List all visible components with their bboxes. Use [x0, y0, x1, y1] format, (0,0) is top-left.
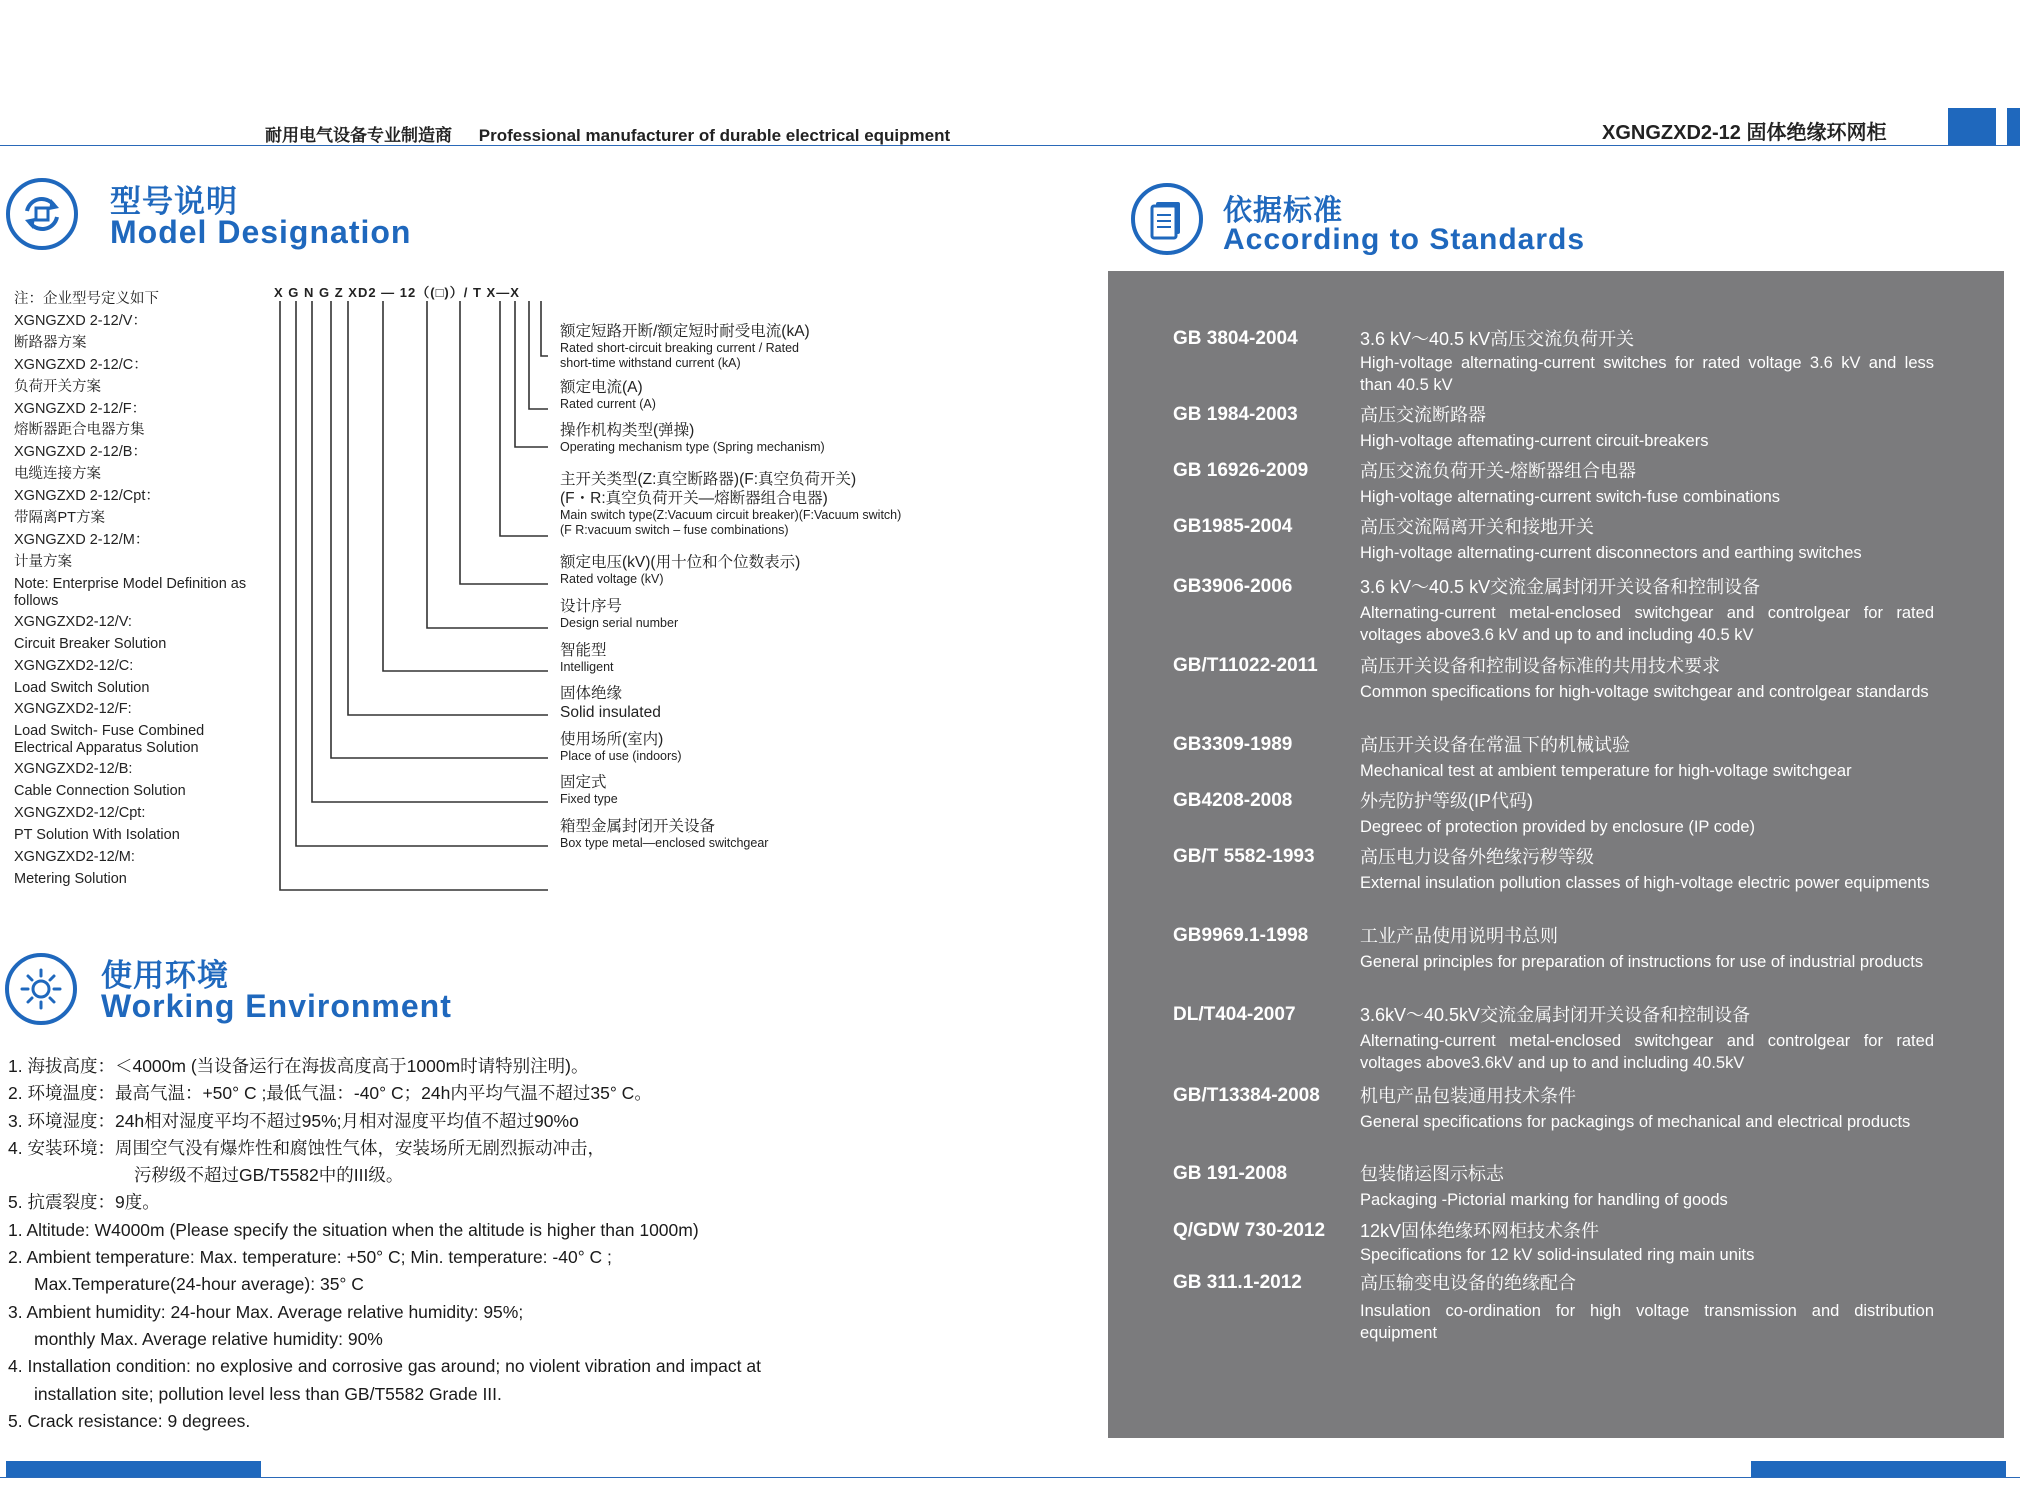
- standard-title-en: Common specifications for high-voltage switchgear and controlgear standards: [1360, 683, 1929, 701]
- env-title-en: Working Environment: [101, 988, 452, 1024]
- note-line: XGNGZXD 2-12/B：: [14, 444, 147, 461]
- env-list: [8, 1053, 908, 1435]
- code-label-place-of-use: 使用场所(室内) Place of use (indoors): [560, 731, 682, 763]
- env-line: 4. 安装环境：周围空气没有爆炸性和腐蚀性气体，安装场所无剧烈振动冲击，: [8, 1137, 605, 1158]
- standard-title-cn: 高压交流负荷开关-熔断器组合电器: [1360, 461, 1636, 481]
- standard-title-en: High-voltage alternating-current switches for rated voltage 3.6 kV and less than 40.5 kV: [1360, 354, 1934, 394]
- standard-code: GB/T13384-2008: [1173, 1085, 1320, 1106]
- note-line: Load Switch- Fuse Combined Electrical Apparatus Solution: [14, 723, 205, 757]
- footer-divider: [0, 1477, 2020, 1478]
- env-title-cn: 使用环境: [101, 958, 229, 993]
- standards-title-cn: 依据标准: [1223, 195, 1344, 227]
- standard-code: GB3309-1989: [1173, 734, 1293, 755]
- env-line: 1. 海拔高度：＜4000m (当设备运行在海拔高度高于1000m时请特别注明)。: [8, 1056, 589, 1076]
- standard-title-en: Mechanical test at ambient temperature for high-voltage switchgear: [1360, 762, 1852, 780]
- code-label-main-switch: 主开关类型(Z:真空断路器)(F:真空负荷开关) (F・R:真空负荷开关—熔断器组合电器) Main switch type(Z:Vacuum circuit breaker)(F:Vacuum switch) (F R:vacuum switch – fuse combinations): [560, 471, 902, 537]
- leader-line-2: [529, 301, 548, 409]
- standard-title-en: General specifications for packagings of mechanical and electrical products: [1360, 1113, 1911, 1131]
- env-line: 3. Ambient humidity: 24-hour Max. Average relative humidity: 95%;: [8, 1301, 524, 1322]
- note-line: XGNGZXD2-12/Cpt:: [14, 805, 146, 822]
- note-line: 熔断器距合电器方集: [14, 422, 145, 439]
- note-line: XGNGZXD2-12/F:: [14, 701, 132, 718]
- standard-code: GB 311.1-2012: [1173, 1272, 1302, 1293]
- standard-title-en: Insulation co-ordination for high voltage transmission and distribution equipment: [1360, 1302, 1934, 1342]
- standard-title-en: Alternating-current metal-enclosed switchgear and controlgear for rated voltages above3.6 kV and up to and including 40.5 kV: [1360, 604, 1934, 644]
- standard-title-cn: 3.6kV～40.5kV交流金属封闭开关设备和控制设备: [1360, 1005, 1751, 1025]
- note-line: Load Switch Solution: [14, 679, 150, 696]
- env-line: 5. Crack resistance: 9 degrees.: [8, 1410, 251, 1431]
- model-title-cn: 型号说明: [110, 184, 238, 219]
- leader-line-8: [348, 301, 548, 715]
- note-line: 电缆连接方案: [14, 466, 101, 483]
- standard-code: GB 3804-2004: [1173, 328, 1298, 349]
- note-line: XGNGZXD2-12/C:: [14, 657, 134, 674]
- note-line: Note: Enterprise Model Definition as follows: [14, 575, 247, 609]
- footer-accent-left: [6, 1461, 261, 1477]
- env-line: installation site; pollution level less than GB/T5582 Grade III.: [34, 1383, 502, 1404]
- note-line: 带隔离PT方案: [14, 510, 106, 527]
- note-line: Cable Connection Solution: [14, 783, 186, 800]
- standard-title-cn: 包装储运图示标志: [1360, 1164, 1504, 1184]
- document-icon: [1130, 182, 1204, 256]
- standard-title-en: High-voltage alternating-current disconnectors and earthing switches: [1360, 544, 1862, 562]
- note-line: XGNGZXD2-12/M:: [14, 848, 135, 865]
- standard-title-en: Degreec of protection provided by enclosure (IP code): [1360, 818, 1756, 836]
- standard-title-en: High-voltage alternating-current switch-fuse combinations: [1360, 488, 1781, 506]
- standard-title-en: General principles for preparation of instructions for use of industrial products: [1360, 953, 1924, 971]
- note-line: PT Solution With Isolation: [14, 827, 180, 844]
- code-label-intelligent: 智能型 Intelligent: [560, 642, 614, 674]
- standard-title-cn: 3.6 kV～40.5 kV高压交流负荷开关: [1360, 329, 1635, 349]
- note-line: 负荷开关方案: [14, 378, 101, 395]
- note-line: XGNGZXD2-12/V:: [14, 613, 132, 630]
- note-line: 注：企业型号定义如下: [14, 291, 159, 307]
- standard-code: GB 1984-2003: [1173, 404, 1298, 425]
- env-line: 1. Altitude: W4000m (Please specify the situation when the altitude is higher than 1000m): [8, 1219, 699, 1240]
- env-line: Max.Temperature(24-hour average): 35° C: [34, 1274, 364, 1295]
- standard-title-cn: 高压开关设备在常温下的机械试验: [1360, 735, 1630, 755]
- note-line: XGNGZXD 2-12/V：: [14, 312, 147, 329]
- leader-line-5: [460, 301, 548, 584]
- standard-code: GB4208-2008: [1173, 790, 1293, 811]
- note-line: XGNGZXD 2-12/C：: [14, 356, 148, 373]
- standard-title-en: Specifications for 12 kV solid-insulated ring main units: [1360, 1246, 1755, 1264]
- footer-accent-right: [1751, 1461, 2006, 1477]
- env-line: 2. 环境温度：最高气温：+50° C ;最低气温：-40° C；24h内平均气温不超过35° C。: [8, 1083, 652, 1104]
- standard-code: GB 191-2008: [1173, 1163, 1288, 1184]
- note-line: 计量方案: [14, 553, 72, 570]
- env-line: 5. 抗震裂度：9度。: [8, 1192, 160, 1213]
- standard-title-cn: 工业产品使用说明书总则: [1360, 926, 1558, 946]
- standard-title-en: Packaging -Pictorial marking for handling of goods: [1360, 1191, 1728, 1209]
- note-line: XGNGZXD2-12/B:: [14, 761, 133, 778]
- standard-code: GB1985-2004: [1173, 516, 1293, 537]
- standards-title-en: According to Standards: [1223, 223, 1586, 256]
- standard-code: Q/GDW 730-2012: [1173, 1220, 1326, 1241]
- note-line: XGNGZXD 2-12/F：: [14, 400, 147, 417]
- standard-code: GB/T 5582-1993: [1173, 846, 1315, 867]
- code-label-rated-current: 额定电流(A) Rated current (A): [560, 379, 656, 411]
- header-tagline-en: Professional manufacturer of durable electrical equipment: [478, 126, 951, 145]
- note-line: 断路器方案: [14, 334, 87, 351]
- note-line: XGNGZXD 2-12/M：: [14, 531, 150, 548]
- standard-title-cn: 高压电力设备外绝缘污秽等级: [1360, 847, 1594, 867]
- standard-code: DL/T404-2007: [1173, 1004, 1296, 1025]
- note-line: Metering Solution: [14, 870, 127, 887]
- leader-line-3: [515, 301, 548, 447]
- standard-code: GB/T11022-2011: [1173, 655, 1318, 676]
- standard-title-cn: 机电产品包装通用技术条件: [1360, 1086, 1576, 1106]
- model-title-en: Model Designation: [110, 214, 412, 250]
- standard-title-cn: 外壳防护等级(IP代码): [1360, 791, 1533, 811]
- env-line: monthly Max. Average relative humidity: 90%: [34, 1328, 383, 1349]
- standard-title-en: External insulation pollution classes of high-voltage electric power equipments: [1360, 874, 1930, 892]
- standard-code: GB9969.1-1998: [1173, 925, 1309, 946]
- code-label-box-type: 箱型金属封闭开关设备 Box type metal—enclosed switchgear: [560, 818, 769, 850]
- note-line: Circuit Breaker Solution: [14, 635, 167, 652]
- standard-title-cn: 3.6 kV～40.5 kV交流金属封闭开关设备和控制设备: [1360, 577, 1761, 597]
- code-label-mechanism: 操作机构类型(弹操) Operating mechanism type (Spring mechanism): [560, 422, 825, 454]
- standard-title-cn: 高压交流断路器: [1360, 405, 1486, 425]
- env-line: 3. 环境湿度：24h相对湿度平均不超过95%;月相对湿度平均值不超过90%o: [8, 1110, 579, 1131]
- standard-title-cn: 高压开关设备和控制设备标准的共用技术要求: [1360, 656, 1720, 676]
- leader-line-6: [427, 301, 548, 628]
- leader-line-11: [296, 301, 548, 846]
- standard-code: GB3906-2006: [1173, 576, 1293, 597]
- leader-line-7: [383, 301, 548, 671]
- env-line: 2. Ambient temperature: Max. temperature: +50° C; Min. temperature: -40° C ;: [8, 1247, 612, 1268]
- standard-title-cn: 高压输变电设备的绝缘配合: [1360, 1273, 1576, 1293]
- standard-title-cn: 高压交流隔离开关和接地开关: [1360, 517, 1594, 537]
- code-label-design-serial: 设计序号 Design serial number: [560, 598, 679, 630]
- sun-environment-icon: [4, 952, 78, 1026]
- product-title: XGNGZXD2-12 固体绝缘环网柜: [1602, 122, 1887, 144]
- standard-title-cn: 12kV固体绝缘环网柜技术条件: [1360, 1221, 1600, 1241]
- standard-title-en: Alternating-current metal-enclosed switchgear and controlgear for rated voltages above3.6kV and up to and including 40.5kV: [1360, 1032, 1934, 1072]
- env-line: 污秽级不超过GB/T5582中的III级。: [134, 1165, 404, 1186]
- note-line: XGNGZXD 2-12/Cpt：: [14, 488, 160, 505]
- standard-title-en: High-voltage aftemating-current circuit-breakers: [1360, 432, 1709, 450]
- standard-code: GB 16926-2009: [1173, 460, 1309, 481]
- header-tagline-cn: 耐用电气设备专业制造商: [265, 126, 452, 145]
- code-label-solid-insulated: 固体绝缘 Solid insulated: [560, 685, 661, 721]
- code-label-fixed-type: 固定式 Fixed type: [560, 774, 618, 806]
- env-line: 4. Installation condition: no explosive and corrosive gas around; no violent vibration and impact at: [8, 1356, 761, 1377]
- model-code-string: X G N G Z XD2 — 12（(□)）/ T X—X: [274, 285, 520, 300]
- code-label-short-circuit: 额定短路开断/额定短时耐受电流(kA) Rated short-circuit breaking current / Rated short-time withstand current (kA): [560, 323, 810, 370]
- code-label-rated-voltage: 额定电压(kV)(用十位和个位数表示) Rated voltage (kV): [560, 554, 801, 586]
